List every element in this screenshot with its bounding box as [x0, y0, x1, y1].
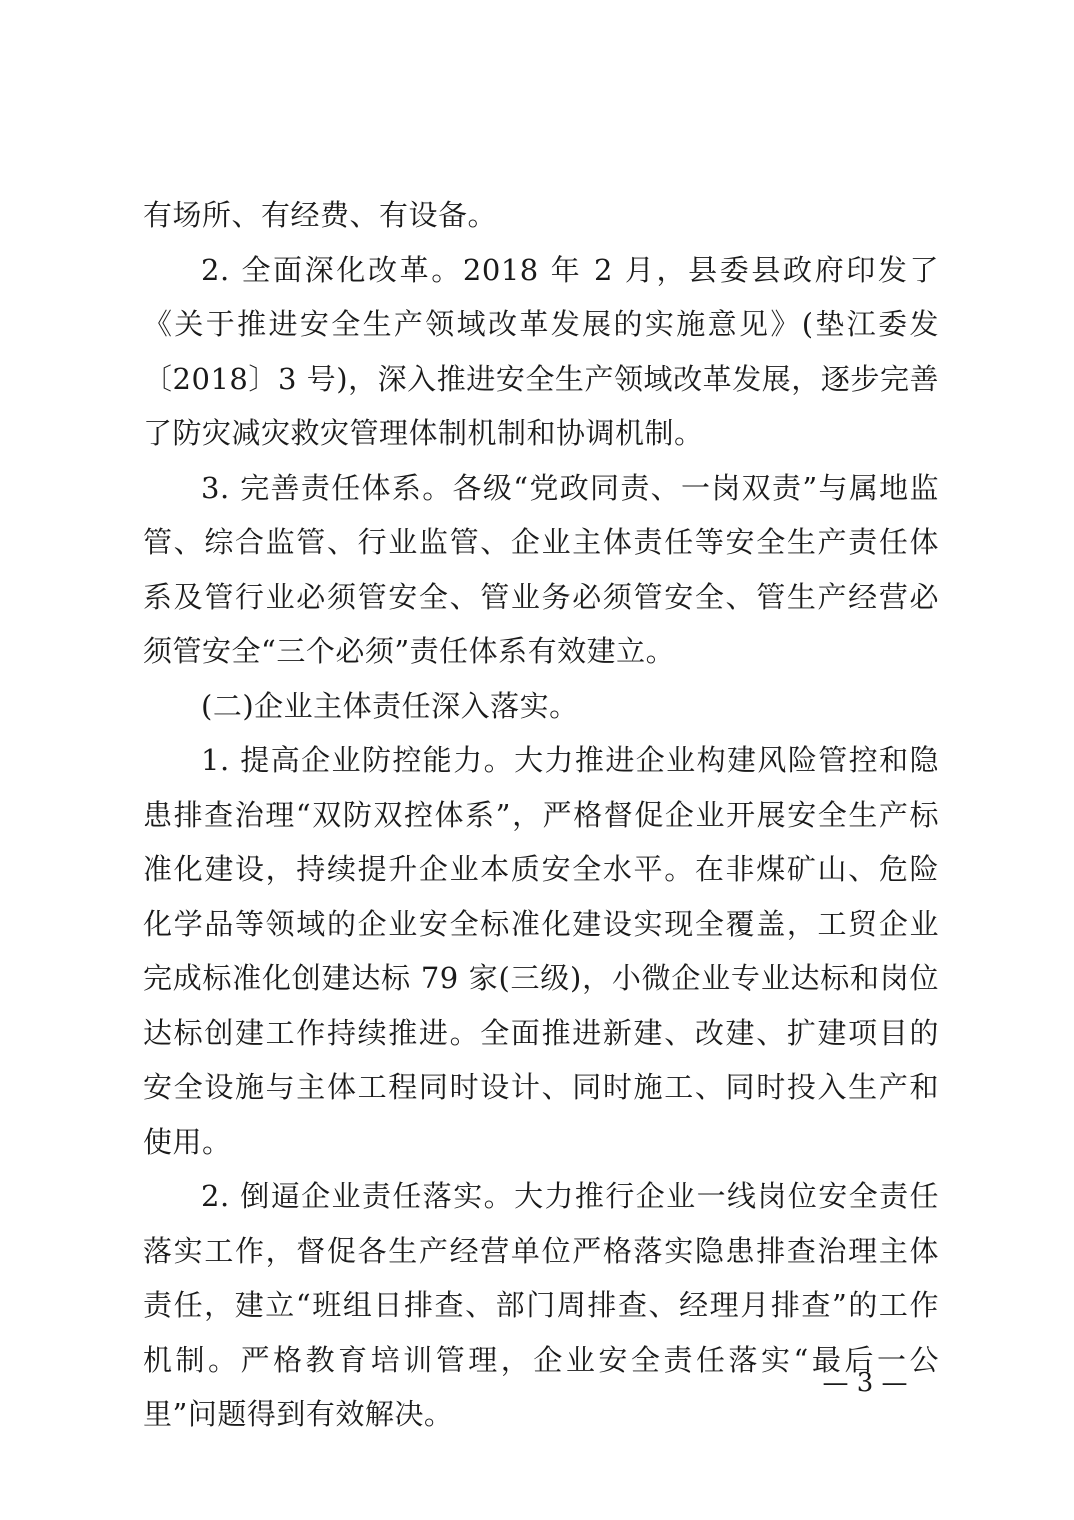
paragraph-deepen-reform: 2. 全面深化改革。2018 年 2 月，县委县政府印发了《关于推进安全生产领域改革发展的实施意见》(垫江委发〔2018〕3 号)，深入推进安全生产领域改革发展，逐步完善了防灾减灾救灾管理体制机制和协调机制。	[143, 252, 939, 450]
page-number: — 3 —	[822, 1368, 908, 1398]
paragraph-continuation: 有场所、有经费、有设备。	[143, 198, 498, 232]
section-heading-enterprise-responsibility: (二)企业主体责任深入落实。	[201, 688, 579, 723]
paragraph-prevention-capability: 1. 提高企业防控能力。大力推进企业构建风险管控和隐患排查治理“双防双控体系”，严格督促企业开展安全生产标准化建设，持续提升企业本质安全水平。在非煤矿山、危险化学品等领域的企业安全标准化建设实现全覆盖，工贸企业完成标准化创建达标 79 家(三级)，小微企业专业达标和岗位达标创建工作持续推进。全面推进新建、改建、扩建项目的安全设施与主体工程同时设计、同时施工、同时投入生产和使用。	[143, 743, 939, 1159]
paragraph-responsibility-system: 3. 完善责任体系。各级“党政同责、一岗双责”与属地监管、综合监管、行业监管、企业主体责任等安全生产责任体系及管行业必须管安全、管业务必须管安全、管生产经营必须管安全“三个必须”责任体系有效建立。	[143, 470, 939, 668]
document-body	[143, 188, 939, 1442]
paragraph-enforce-responsibility: 2. 倒逼企业责任落实。大力推行企业一线岗位安全责任落实工作，督促各生产经营单位严格落实隐患排查治理主体责任，建立“班组日排查、部门周排查、经理月排查”的工作机制。严格教育培训管理，企业安全责任落实“最后一公里”问题得到有效解决。	[143, 1179, 939, 1431]
